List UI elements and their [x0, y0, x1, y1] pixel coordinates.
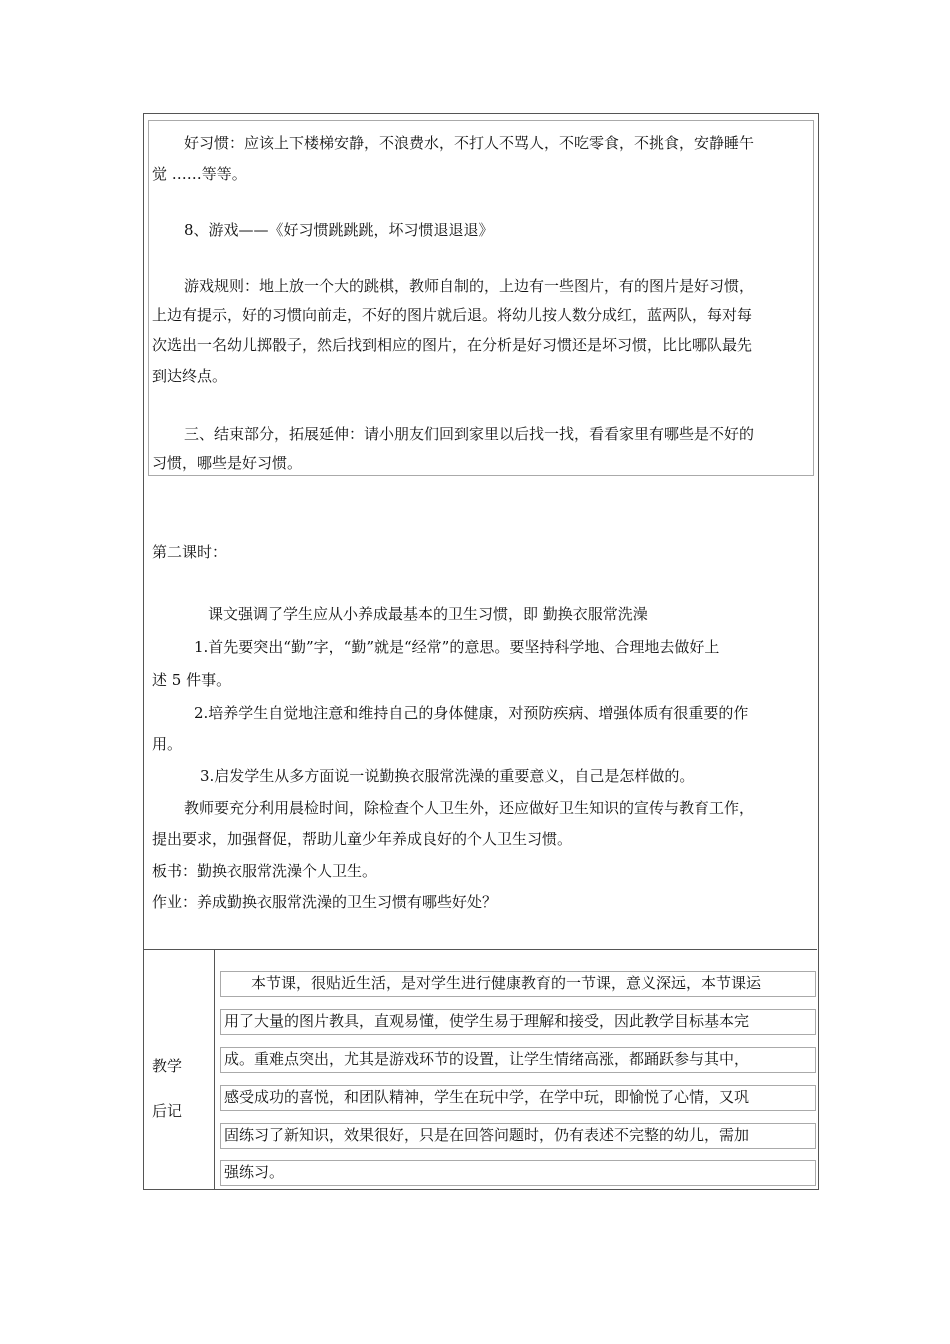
paragraph-line: 课文强调了学生应从小养成最基本的卫生习惯，即 勤换衣服常洗澡 — [208, 605, 648, 623]
postscript-line: 强练习。 — [224, 1163, 285, 1181]
postscript-row — [220, 1123, 816, 1149]
postscript-row — [220, 1047, 816, 1073]
section-heading: 第二课时： — [152, 543, 228, 561]
postscript-label: 教学 — [152, 1057, 183, 1075]
row-divider — [144, 949, 817, 950]
column-divider — [214, 949, 215, 1189]
paragraph-line: 述 5 件事。 — [152, 671, 232, 689]
paragraph-line: 好习惯：应该上下楼梯安静，不浪费水，不打人不骂人，不吃零食，不挑食，安静睡午 — [184, 134, 755, 152]
paragraph-line: 3.启发学生从多方面说一说勤换衣服常洗澡的重要意义，自己是怎样做的。 — [200, 767, 695, 785]
paragraph-line: 提出要求，加强督促，帮助儿童少年养成良好的个人卫生习惯。 — [152, 830, 573, 848]
paragraph-line: 上边有提示，好的习惯向前走，不好的图片就后退。将幼儿按人数分成红，蓝两队，每对每 — [152, 306, 753, 324]
paragraph-line: 2.培养学生自觉地注意和维持自己的身体健康，对预防疾病、增强体质有很重要的作 — [194, 704, 749, 722]
paragraph-line: 次选出一名幼儿掷骰子，然后找到相应的图片，在分析是好习惯还是坏习惯，比比哪队最先 — [152, 336, 753, 354]
postscript-row — [220, 1160, 816, 1186]
paragraph-line: 1.首先要突出“勤”字，“勤”就是“经常”的意思。要坚持科学地、合理地去做好上 — [194, 638, 720, 656]
paragraph-line: 游戏规则：地上放一个大的跳棋，教师自制的，上边有一些图片，有的图片是好习惯， — [184, 277, 755, 295]
postscript-row — [220, 971, 816, 997]
lesson-plan-table — [143, 113, 819, 1190]
postscript-line: 固练习了新知识，效果很好，只是在回答问题时，仍有表述不完整的幼儿，需加 — [224, 1126, 750, 1144]
paragraph-line: 到达终点。 — [152, 367, 228, 385]
postscript-row — [220, 1009, 816, 1035]
lesson-content-cell — [144, 114, 817, 949]
postscript-label: 后记 — [152, 1102, 183, 1120]
paragraph-line: 觉 ……等等。 — [152, 165, 247, 183]
paragraph-line: 三、结束部分，拓展延伸：请小朋友们回到家里以后找一找，看看家里有哪些是不好的 — [184, 425, 755, 443]
postscript-line: 成。重难点突出，尤其是游戏环节的设置，让学生情绪高涨，都踊跃参与其中， — [224, 1050, 750, 1068]
homework-line: 作业：养成勤换衣服常洗澡的卫生习惯有哪些好处？ — [152, 893, 498, 911]
activity-block — [148, 120, 814, 476]
paragraph-line: 用。 — [152, 735, 183, 753]
blackboard-line: 板书：勤换衣服常洗澡个人卫生。 — [152, 862, 378, 880]
paragraph-line: 教师要充分利用晨检时间，除检查个人卫生外，还应做好卫生知识的宣传与教育工作， — [184, 799, 755, 817]
postscript-line: 感受成功的喜悦，和团队精神，学生在玩中学，在学中玩，即愉悦了心情，又巩 — [224, 1088, 750, 1106]
postscript-line: 用了大量的图片教具，直观易懂，使学生易于理解和接受，因此教学目标基本完 — [224, 1012, 750, 1030]
postscript-row — [220, 1085, 816, 1111]
paragraph-line: 8、游戏——《好习惯跳跳跳，坏习惯退退退》 — [184, 221, 494, 239]
postscript-line: 本节课，很贴近生活，是对学生进行健康教育的一节课，意义深远，本节课运 — [251, 974, 762, 992]
paragraph-line: 习惯，哪些是好习惯。 — [152, 454, 303, 472]
